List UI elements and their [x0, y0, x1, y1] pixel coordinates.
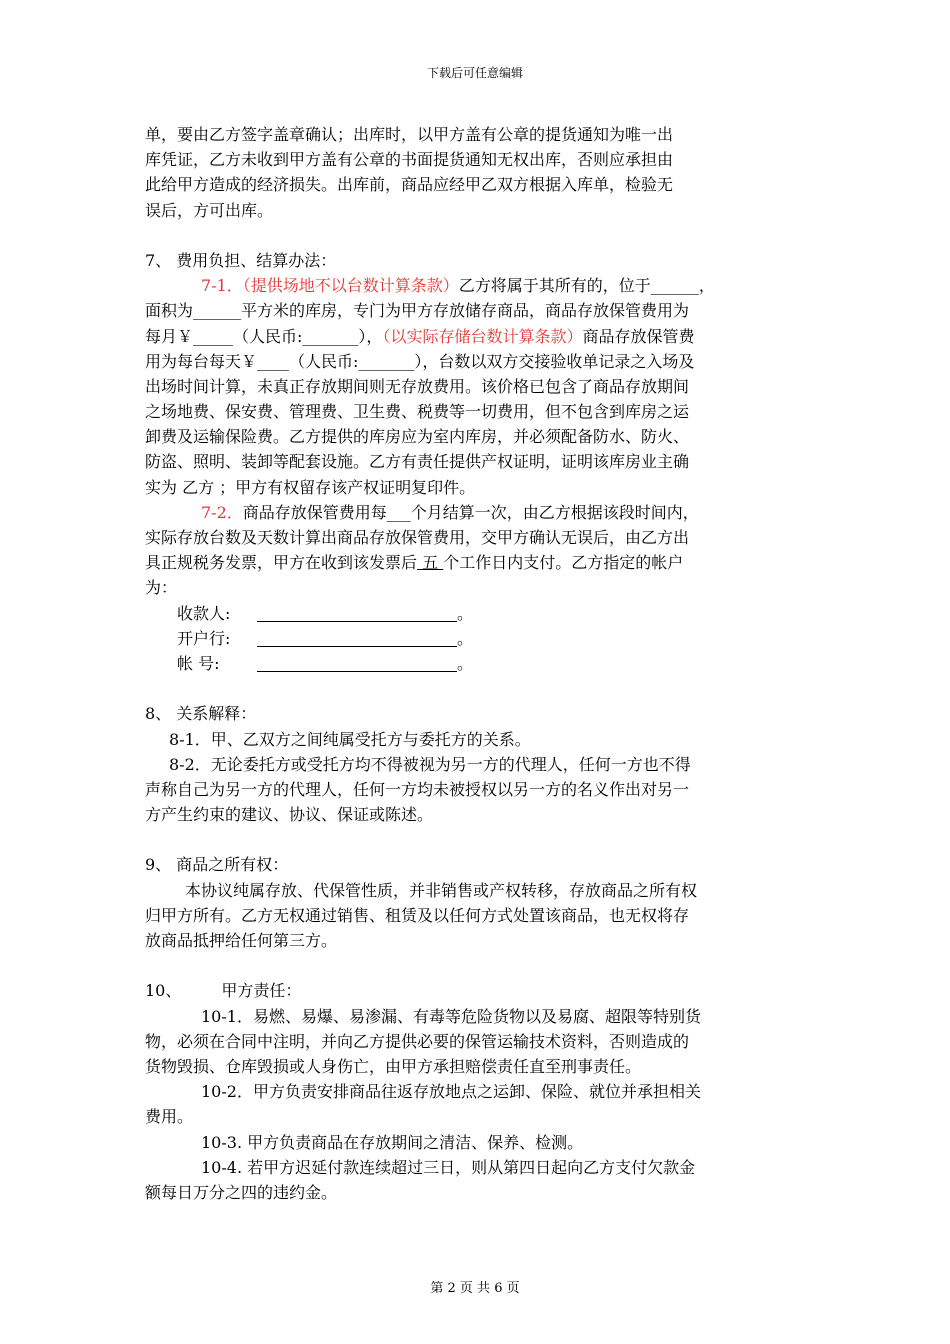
clause-number: 7-1． — [201, 276, 243, 296]
page-header: 下载后可任意编辑 — [426, 66, 523, 80]
text-line: 归甲方所有。乙方无权通过销售、租赁及以任何方式处置该商品，也无权将存 — [145, 905, 690, 925]
payee-field — [257, 603, 457, 622]
text: 。 — [457, 628, 474, 648]
text-line: 声称自己为另一方的代理人，任何一方均未被授权以另一方的名义作出对另一 — [145, 779, 690, 799]
blank-field: ____（人民币:_______） — [257, 351, 423, 371]
text: 具正规税务发票，甲方在收到该发票后 — [145, 553, 418, 573]
text: ， — [698, 276, 715, 296]
blank-field: ______ — [650, 276, 699, 296]
text: ， — [366, 326, 383, 346]
section-title: 8、 关系解释： — [145, 704, 257, 724]
text-line: 放商品抵押给任何第三方。 — [145, 931, 338, 950]
blank-field: ______ — [193, 301, 242, 321]
clause-note: （以实际存储台数计算条款） — [382, 326, 583, 346]
blank-field: ___ — [386, 502, 411, 522]
text-line: 为： — [145, 578, 178, 598]
account-payee-row — [145, 601, 813, 626]
account-label: 帐 号: — [177, 653, 220, 673]
text-line: 单，要由乙方签字盖章确认；出库时，以甲方盖有公章的提货通知为唯一出 — [145, 125, 674, 144]
blank-field: 五 — [417, 553, 444, 573]
text: 。 — [457, 603, 474, 623]
clause-7-1-line — [145, 273, 813, 298]
section-title: 9、 商品之所有权： — [145, 855, 289, 875]
section-9 — [145, 852, 813, 953]
text-line: 物，必须在合同中注明，并向乙方提供必要的保管运输技术资料，否则造成的 — [145, 1031, 690, 1051]
bank-field — [257, 628, 457, 647]
account-number-row — [145, 651, 813, 676]
text-line: 防盗、照明、装卸等配套设施。乙方有责任提供产权证明，证明该库房业主确 — [145, 452, 690, 472]
text-line: 之场地费、保安费、管理费、卫生费、税费等一切费用，但不包含到库房之运 — [145, 402, 690, 422]
text: 平方米的库房，专门为甲方存放储存商品，商品存放保管费用为 — [241, 301, 690, 321]
text-line: 10-2．甲方负责安排商品往返存放地点之运卸、保险、就位并承担相关 — [201, 1082, 701, 1102]
text-line: 货物毁损、仓库毁损或人身伤亡，由甲方承担赔偿责任直至刑事责任。 — [145, 1056, 642, 1076]
section-8 — [145, 701, 813, 827]
section-7 — [145, 248, 813, 676]
page-footer: 第 2 页 共 6 页 — [430, 1281, 520, 1296]
text-line: 卸费及运输保险费。乙方提供的库房应为室内库房，并必须配备防水、防火、 — [145, 427, 690, 447]
clause-7-2-line — [145, 500, 813, 525]
text: ，台数以双方交接验收单记录之入场及 — [422, 351, 695, 371]
text-line — [145, 550, 813, 575]
bank-label: 开户行: — [177, 628, 231, 648]
clause-number: 7-2． — [201, 502, 243, 522]
document-body — [145, 122, 813, 1205]
text-line: 方产生约束的建议、协议、保证或陈述。 — [145, 805, 434, 825]
text: 乙方将属于其所有的，位于 — [458, 276, 651, 296]
text-line: 实为 乙方 ；甲方有权留存该产权证明复印件。 — [145, 477, 476, 497]
text: 面积为 — [145, 301, 194, 321]
account-bank-row — [145, 626, 813, 651]
text-line: 库凭证，乙方未收到甲方盖有公章的书面提货通知无权出库，否则应承担由 — [145, 150, 674, 170]
text-line: 10-4. 若甲方迟延付款连续超过三日，则从第四日起向乙方支付欠款金 — [201, 1157, 696, 1177]
text: 个月结算一次，由乙方根据该段时间内， — [410, 502, 699, 522]
text-line — [145, 324, 813, 349]
text-line: 实际存放台数及天数计算出商品存放保管费用，交甲方确认无误后，由乙方出 — [145, 528, 690, 547]
text-line: 8-1．甲、乙双方之间纯属受托方与委托方的关系。 — [169, 729, 531, 749]
text-line: 额每日万分之四的违约金。 — [145, 1182, 338, 1202]
text: 商品存放保管费用每 — [242, 502, 387, 522]
text-line — [145, 349, 813, 374]
text-line: 10-3. 甲方负责商品在存放期间之清洁、保养、检测。 — [201, 1132, 584, 1152]
text-line: 费用。 — [145, 1107, 194, 1127]
text: 个工作日内支付。乙方指定的帐户 — [443, 553, 684, 573]
account-field — [257, 653, 457, 672]
text-line: 10-1．易燃、易爆、易渗漏、有毒等危险货物以及易腐、超限等特别货 — [201, 1006, 701, 1026]
payee-label: 收款人: — [177, 603, 231, 623]
text-line: 误后，方可出库。 — [145, 200, 274, 220]
text-line: 本协议纯属存放、代保管性质，并非销售或产权转移，存放商品之所有权 — [185, 880, 698, 900]
text: 商品存放保管费 — [582, 326, 695, 346]
clause-note: （提供场地不以台数计算条款） — [242, 276, 459, 296]
section-number: 10、 — [145, 981, 182, 1001]
text: 每月￥ — [145, 326, 194, 346]
text: 用为每台每天￥ — [145, 351, 258, 371]
text: 。 — [457, 653, 474, 673]
text-line: 8-2．无论委托方或受托方均不得被视为另一方的代理人，任何一方也不得 — [169, 754, 691, 774]
intro-paragraph — [145, 122, 813, 223]
text-line: 出场时间计算，未真正存放期间则无存放费用。该价格已包含了商品存放期间 — [145, 376, 690, 396]
text-line: 此给甲方造成的经济损失。出库前，商品应经甲乙双方根据入库单，检验无 — [145, 175, 674, 195]
section-title — [145, 978, 813, 1003]
section-name: 甲方责任： — [221, 981, 302, 1001]
section-title: 7、 费用负担、结算办法： — [145, 250, 337, 270]
section-10 — [145, 978, 813, 1205]
text-line — [145, 298, 813, 323]
blank-field: _____（人民币:_______） — [193, 326, 367, 346]
